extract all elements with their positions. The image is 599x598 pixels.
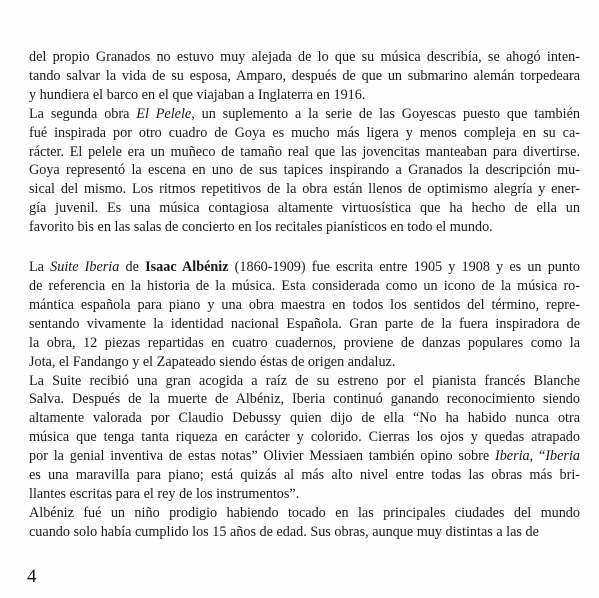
page-number: 4 [27,566,37,587]
text-line [29,124,580,143]
text-segment: llantes escritas para el rey de los instrumentos”. [29,485,300,502]
text-segment: Jota, el Fandango y el Zapateado siendo éstas de origen andaluz. [29,353,396,370]
text-segment: y hundiera el barco en el que viajaban a Inglaterra en 1916. [29,86,366,103]
text-segment: La segunda obra [29,105,137,122]
text-segment: (1860-1909) fue escrita entre 1905 y 1908 y es un punto [228,259,581,276]
text-line [29,143,580,162]
text-line [29,180,580,199]
text-segment: del propio Granados no estuvo muy alejada de lo que su música describía, se ahogó inten- [29,49,580,65]
text-line [29,315,580,334]
italic-text: Suite Iberia [50,259,120,276]
text-line [29,504,580,523]
text-segment: sentando vivamente la identidad nacional Española. Gran parte de la fuera inspiradora de [29,315,580,332]
text-line [29,258,580,277]
text-segment: La Suite recibió una gran acogida a raíz de su estreno por el pianista francés Blanche [29,372,580,389]
text-line [29,353,580,372]
text-line [29,105,580,124]
text-segment: La [29,259,51,276]
text-line [29,485,580,504]
text-segment: , “ [529,448,546,465]
text-segment: de referencia en la historia de la música. Esta considerada como un icono de la música ro- [29,277,580,294]
text-segment: gía juvenil. Es una música contagiosa altamente virtuosística que ha hecho de ella un [29,200,580,217]
text-line [29,277,580,296]
paragraph [29,372,580,504]
text-segment: cuando solo había cumplido los 15 años de edad. Sus obras, aunque muy distintas a las de [29,523,539,540]
text-line [29,199,580,218]
text-segment: favorito bis en las salas de concierto en los recitales pianísticos en todo el mundo. [29,219,493,236]
text-line [29,334,580,353]
text-segment: la obra, 12 piezas repartidas en cuatro cuadernos, proviene de danzas populares como la [29,334,580,351]
paragraph [29,504,580,542]
text-segment: Albéniz fué un niño prodigio habiendo tocado en las principales ciudades del mundo [29,504,580,521]
text-line [29,161,580,180]
text-segment: rácter. El pelele era un muñeco de tamaño real que las jovencitas manteaban para divertirse. [29,143,580,160]
text-line [29,67,580,86]
text-segment: , un suplemento a la serie de las Goyescas puesto que también [191,105,580,122]
body-text [29,48,580,542]
text-line [29,296,580,315]
bold-text: Isaac Albéniz [145,259,229,276]
text-line [29,86,580,105]
text-segment: es una maravilla para piano; está quizás al más alto nivel entre todas las obras más bri- [29,467,580,484]
text-line [29,409,580,428]
paragraph [29,258,580,371]
text-line [29,466,580,485]
text-segment: sical del mismo. Los ritmos repetitivos de la obra están llenos de optimismo alegría y ener- [29,181,580,198]
text-segment: fué inspirada por otro cuadro de Goya es mucho más ligera y menos compleja en su ca- [29,124,580,141]
italic-text: Iberia [494,448,530,465]
paragraph [29,105,580,237]
paragraph [29,48,580,105]
text-line [29,48,580,67]
text-line [29,218,580,237]
text-line [29,428,580,447]
text-segment: Salva. Después de la muerte de Albéniz, Iberia continuó ganando reconocimiento siendo [29,391,580,408]
text-line [29,390,580,409]
italic-text: Iberia [545,448,580,465]
text-line [29,523,580,542]
text-segment: de [119,259,146,276]
italic-text: El Pelele [136,105,192,122]
text-segment: altamente valorada por Claudio Debussy quien dijo de ella “No ha habido nunca otra [29,410,580,427]
text-segment: música que tenga tanta riqueza en carácter y colorido. Cierras los ojos y quedas atrapado [29,429,580,446]
text-segment: por la genial inventiva de estas notas” Olivier Messiaen también opino sobre [29,448,495,465]
text-segment: mántica española para piano y una obra maestra en todos los sentidos del término, repre- [29,296,580,313]
text-line [29,447,580,466]
text-line [29,372,580,391]
text-segment: tando salvar la vida de su esposa, Amparo, después de que un submarino alemán torpedeara [29,67,580,84]
text-segment: Goya representó la escena en uno de sus tapices inspirando a Granados la descripción mu- [29,162,580,179]
paragraph-gap [29,237,580,258]
